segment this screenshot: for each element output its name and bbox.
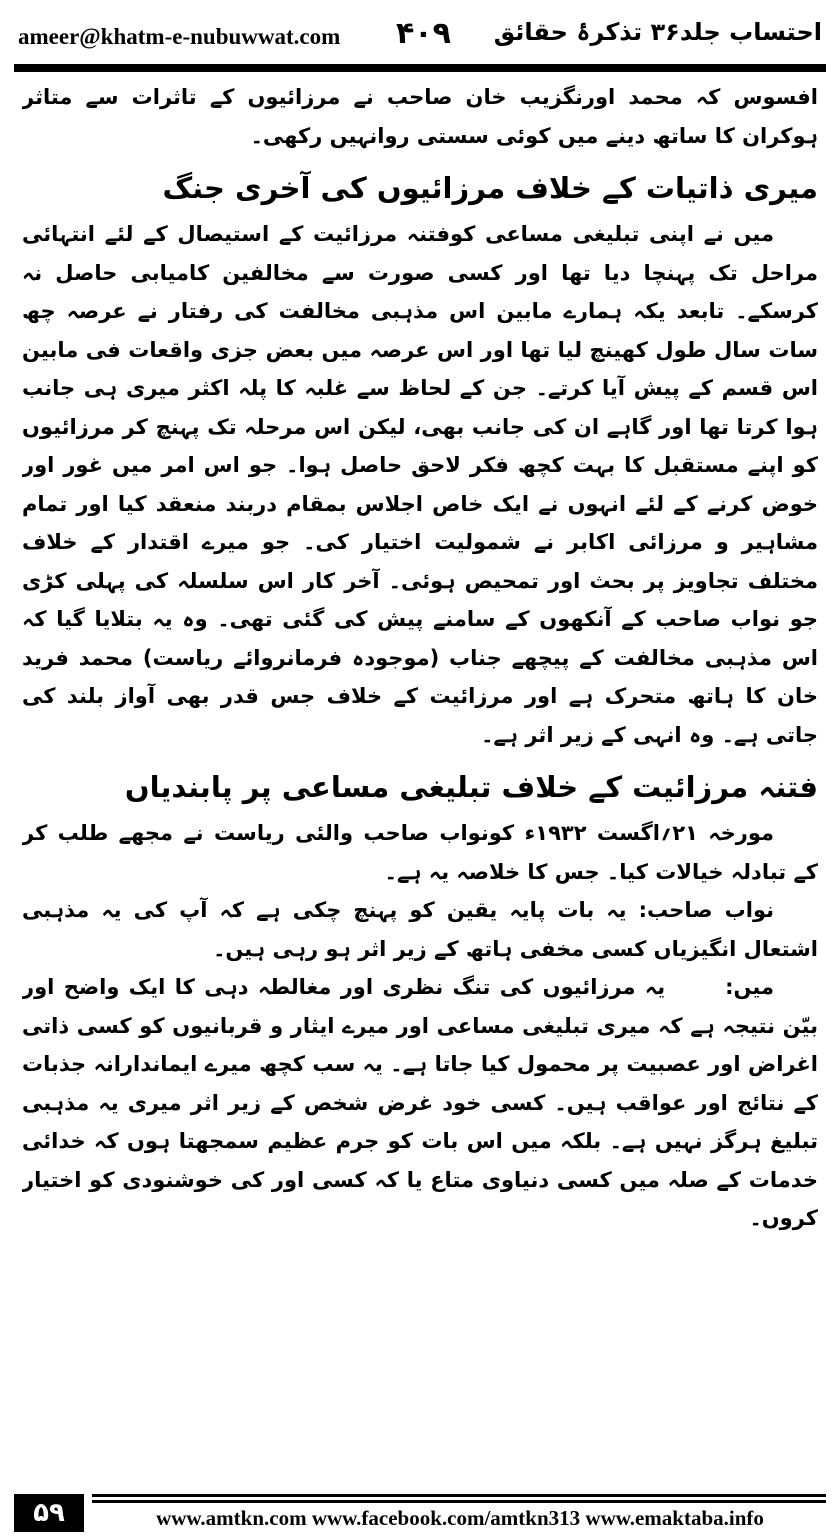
header-divider [14,64,826,72]
page-header [18,14,822,62]
section-heading-last-war: میری ذاتیات کے خلاف مرزائیوں کی آخری جنگ [162,171,818,205]
page-footer [14,1494,826,1532]
footer-rule-bottom [92,1500,826,1503]
paragraph-meeting-date: مورخہ ۲۱؍اگست ۱۹۳۲ء کونواب صاحب والئی ریاست نے مجھے طلب کر کے تبادلہ خیالات کیا۔ جس کا خلاصہ یہ ہے۔ [22,821,818,884]
footer-website-links: www.amtkn.com www.facebook.com/amtkn313 www.emaktaba.info [156,1506,764,1530]
dialogue-author-speaker: میں: [725,975,774,999]
footer-rule-top [92,1494,826,1497]
header-page-number: ۴۰۹ [396,16,451,51]
header-email: ameer@khatm-e-nubuwwat.com [18,24,341,49]
footer-page-number: ۵۹ [14,1494,84,1532]
intro-paragraph: افسوس کہ محمد اورنگزیب خان صاحب نے مرزائیوں کے تاثرات سے متاثر ہوکران کا ساتھ دینے میں کوئی سستی روانہیں رکھی۔ [22,85,818,148]
paragraph-last-war: میں نے اپنی تبلیغی مساعی کوفتنہ مرزائیت کے استیصال کے لئے انتہائی مراحل تک پہنچا دیا تھا اور کسی صورت سے مخالفین کامیابی حاصل نہ کرسکے۔ تابعد یکہ ہمارے مابین اس مذہبی مخالفت کی رفتار نے عرصہ چھ سات سال طول کھینچ لیا تھا اور اس عرصہ میں بعض جزی واقعات فی مابین اس قسم کے پیش آیا کرتے۔ جن کے لحاظ سے غلبہ کا پلہ اکثر میری ہی جانب ہوا کرتا تھا اور گاہے ان کی جانب بھی، لیکن اس مرحلہ تک پہنچ کر مرزائیوں کو اپنے مستقبل کا بہت کچھ فکر لاحق حاصل ہوا۔ جو اس امر میں غور اور خوض کرنے کے لئے انہوں نے ایک خاص اجلاس بمقام دربند منعقد کیا اور تمام مشاہیر و مرزائی اکابر نے شمولیت اختیار کی۔ جو میرے اقتدار کے خلاف مختلف تجاویز پر بحث اور تمحیص ہوئی۔ آخر کار اس سلسلہ کی پہلی کڑی جو نواب صاحب کے آنکھوں کے سامنے پیش کی گئی تھی۔ وہ یہ بتلایا گیا کہ اس مذہبی مخالفت کے پیچھے جناب (موجودہ فرمانروائے ریاست) محمد فرید خان کا ہاتھ متحرک ہے اور مرزائیت کے خلاف جس قدر بھی آواز بلند کی جاتی ہے۔ وہ انہی کے زیر اثر ہے۔ [22,222,818,747]
dialogue-author [22,968,818,1238]
dialogue-nawab-text: یہ بات پایہ یقین کو پہنچ چکی ہے کہ آپ کی یہ مذہبی اشتعال انگیزیاں کسی مخفی ہاتھ کے زیر اثر ہو رہی ہیں۔ [22,898,818,961]
dialogue-nawab [22,891,818,968]
dialogue-nawab-speaker: نواب صاحب: [638,898,774,922]
dialogue-author-text: یہ مرزائیوں کی تنگ نظری اور مغالطہ دہی کا ایک واضح اور بیّن نتیجہ ہے کہ میری تبلیغی مساعی اور میرے ایثار و قربانیوں کو کسی ذاتی اغراض اور عصبیت پر محمول کیا جاتا ہے۔ یہ سب کچھ میرے ایماندارانہ جذبات کے نتائج اور عواقب ہیں۔ کسی خود غرض شخص کے زیر اثر میری یہ مذہبی تبلیغ ہرگز نہیں ہے۔ بلکہ میں اس بات کو جرم عظیم سمجھتا ہوں کہ خدائی خدمات کے صلہ میں کسی دنیاوی متاع یا کہ کسی اور کی خوشنودی کو اختیار کروں۔ [22,975,818,1230]
page-body [22,78,818,1488]
section-heading-restrictions: فتنہ مرزائیت کے خلاف تبلیغی مساعی پر پابندیاں [124,770,818,804]
header-book-title: احتساب جلد۳۶ تذکرۂ حقائق [493,18,822,46]
